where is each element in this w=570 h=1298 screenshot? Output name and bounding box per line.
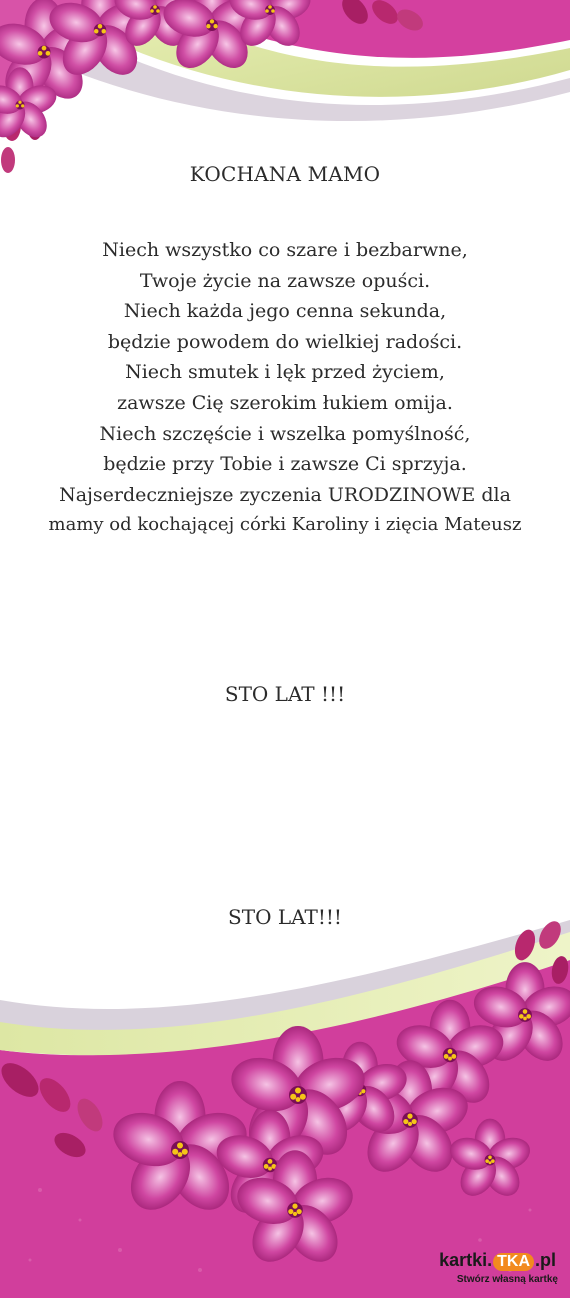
wish-sto-lat-2: STO LAT!!! bbox=[228, 905, 342, 929]
poem-line: Twoje życie na zawsze opuści. bbox=[139, 269, 431, 292]
poem-line: będzie powodem do wielkiej radości. bbox=[107, 330, 463, 353]
poem-line: Najserdeczniejsze zyczenia URODZINOWE dla bbox=[59, 483, 511, 506]
wish-sto-lat-1: STO LAT !!! bbox=[224, 682, 346, 706]
card-title: KOCHANA MAMO bbox=[189, 162, 381, 186]
poem-line: Niech każda jego cenna sekunda, bbox=[123, 300, 447, 323]
logo-prefix: kartki. bbox=[439, 1250, 493, 1270]
logo-suffix: .pl bbox=[535, 1250, 556, 1270]
poem-line: Niech smutek i lęk przed życiem, bbox=[125, 361, 445, 384]
poem-line: mamy od kochającej córki Karoliny i zięcia Mateusz bbox=[48, 514, 522, 536]
poem bbox=[0, 235, 570, 541]
poem-line: Niech szczęście i wszelka pomyślność, bbox=[99, 422, 471, 445]
poem-line: będzie przy Tobie i zawsze Ci sprzyja. bbox=[103, 453, 467, 476]
logo-badge: TKA bbox=[493, 1253, 534, 1271]
logo-wordmark bbox=[439, 1250, 556, 1271]
logo-tagline: Stwórz własną kartkę bbox=[456, 1274, 558, 1285]
poem-line: Niech wszystko co szare i bezbarwne, bbox=[102, 239, 468, 261]
kartki-logo[interactable] bbox=[439, 1250, 562, 1290]
poem-line: zawsze Cię szerokim łukiem omija. bbox=[117, 391, 453, 414]
lilac-flowers-bottom bbox=[0, 920, 570, 1298]
